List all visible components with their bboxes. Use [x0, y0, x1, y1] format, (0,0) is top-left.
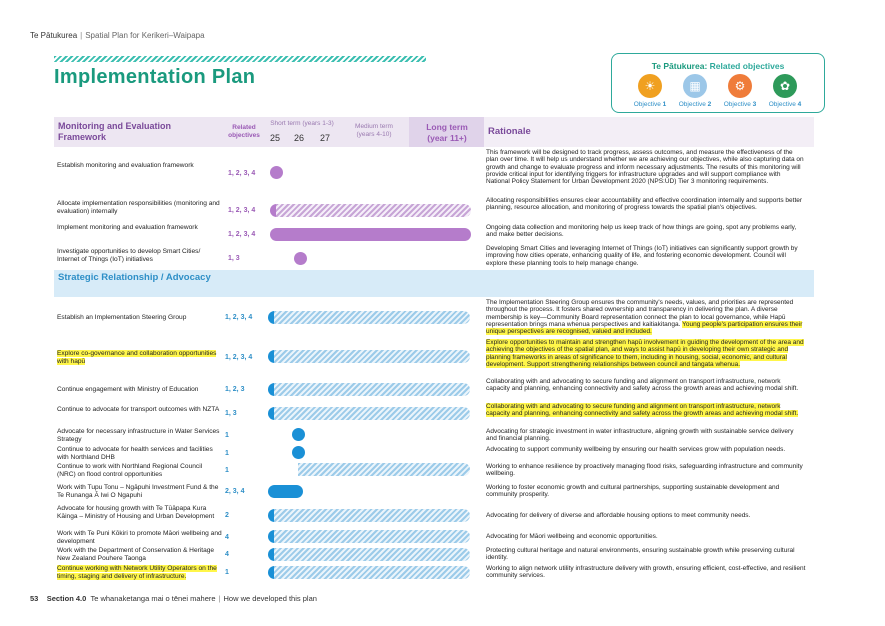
year-25: 25	[270, 133, 281, 143]
action-text: Establish an Implementation Steering Group	[57, 314, 187, 321]
action-text: Work with Tupu Tonu – Ngāpuhi Investment Fund & the Te Runanga Ā Iwi O Ngapuhi	[57, 484, 219, 499]
objective-2: ▦ Objective 2	[670, 74, 720, 108]
sun-icon: ☀	[638, 74, 662, 98]
rationale-text: Ongoing data collection and monitoring help us keep track of how things are going, spot any problems early, and make better decisions.	[486, 224, 797, 239]
rationale-text: Advocating for delivery of diverse and affordable housing options to meet community needs.	[486, 512, 751, 519]
objective-1: ☀ Objective 1	[625, 74, 675, 108]
timeline-bar	[270, 228, 471, 241]
timeline-bar-ongoing	[298, 463, 470, 476]
rationale-text: Advocating to support community wellbeing by ensuring our health services grow with population needs.	[486, 446, 786, 453]
brand-name: Te Pātukurea	[30, 31, 78, 40]
footer-section-subtitle: How we developed this plan	[223, 594, 317, 603]
action-text: Continue engagement with Ministry of Education	[57, 386, 199, 393]
related-objectives: 1, 2, 3, 4	[228, 170, 256, 177]
page-footer: 53 Section 4.0 Te whanaketanga mai o tēnei mahere | How we developed this plan	[30, 594, 317, 603]
rationale-text: Protecting cultural heritage and natural environments, ensuring sustainable growth while preserving cultural identity.	[486, 547, 795, 562]
timeline-bar-ongoing	[274, 311, 470, 324]
rationale-text: Developing Smart Cities and leveraging Internet of Things (IoT) initiatives can significantly support growth by improving how cities operate, enhancing quality of life, and fostering economic development. Council will explore these planning tools to help manage change.	[486, 245, 798, 267]
action-text: Advocate for housing growth with Te Tūāpapa Kura Kāinga – Ministry of Housing and Urban Development	[57, 505, 215, 520]
timeline-bar-ongoing	[274, 350, 470, 363]
timeline-dot	[294, 252, 307, 265]
action-text: Implement monitoring and evaluation framework	[57, 224, 198, 231]
spiral-icon: ✿	[773, 74, 797, 98]
action-text: Continue to advocate for transport outcomes with NZTA	[57, 406, 220, 413]
document-subtitle: Spatial Plan for Kerikeri–Waipapa	[85, 31, 205, 40]
timeline-dot	[292, 446, 305, 459]
related-objectives: 1, 2, 3, 4	[225, 314, 253, 321]
rationale-text: Explore opportunities to maintain and strengthen hapū involvement in guiding the development of the area and achieving the objectives of the spatial plan, and ways to assist hapū in developing their own strategic and planning frameworks in areas of significance to them, including in housing, social, economic, and cultural development. Support strengthening relationships between council and tangata whenua.	[486, 339, 804, 368]
related-objectives: 1	[225, 569, 229, 576]
footer-section-title: Te whanaketanga mai o tēnei mahere	[90, 594, 216, 603]
rationale-text: This framework will be designed to track progress, assess outcomes, and measure the effectiveness of the plan over time. It will help us understand whether we are achieving our objectives, while also capturing data on growth and change to evaluate progress and inform necessary adjustments. The results of this monitoring will provide critical input for identifying triggers for infrastructure upgrades and will support compliance with National Policy Statement for Urban Development 2020 (NPS:UD) Tier 3 monitoring requirements.	[486, 149, 804, 186]
timeline-dot	[270, 166, 283, 179]
action-text: Investigate opportunities to develop Smart Cities/ Internet of Things (IoT) initiatives	[57, 248, 201, 263]
action-text: Work with Te Puni Kōkiri to promote Māori wellbeing and development	[57, 530, 222, 545]
gears-icon: ⚙	[728, 74, 752, 98]
timeline-bar	[268, 485, 303, 498]
action-text: Advocate for necessary infrastructure in Water Services Strategy	[57, 428, 220, 443]
page-number: 53	[30, 594, 39, 603]
section-heading-advocacy: Strategic Relationship / Advocacy	[58, 272, 211, 283]
action-text: Continue working with Network Utility Operators on the timing, staging and delivery of infrastructure.	[57, 565, 217, 580]
rationale-text: Advocating for strategic investment in water infrastructure, aligning growth with sustainable service delivery and financial planning.	[486, 428, 794, 443]
timeline-bar-ongoing	[276, 204, 471, 217]
rationale-text: Working to align network utility infrastructure delivery with growth, ensuring efficient, cost-effective, and resilient community services.	[486, 565, 806, 580]
rationale-text: Collaborating with and advocating to secure funding and alignment on transport infrastructure, network capacity and planning, enhancing connectivity and safety across the growth areas and achieving modal shift.	[486, 403, 799, 418]
action-text: Explore co-governance and collaboration opportunities with hapū	[57, 350, 217, 365]
timeline-bar-ongoing	[274, 407, 470, 420]
related-objectives-box	[611, 53, 825, 113]
footer-section: Section 4.0	[46, 594, 87, 603]
timeline-bar-ongoing	[274, 530, 470, 543]
long-term-header: Long term (year 11+)	[426, 122, 468, 143]
rationale-text: The Implementation Steering Group ensures the community's needs, values, and priorities are represented throughout the process. It fosters shared ownership and transparency in delivering the plan. A diverse membership is key—Community Board representation connect the plan to local governance, while Hapū representation brings mana whenua perspectives and kaitiakitanga. Young people's participation ensures their unique perspectives are recognised, valued and included.	[486, 299, 803, 336]
section-heading-advocacy-bar	[54, 270, 814, 297]
rationale-text: Collaborating with and advocating to secure funding and alignment on transport infrastructure, network capacity and planning, enhancing connectivity and safety across the growth areas and achieving modal shift.	[486, 378, 799, 393]
related-objectives: 1, 2, 3, 4	[225, 354, 253, 361]
action-text: Allocate implementation responsibilities (monitoring and evaluation) internally	[57, 200, 220, 215]
section-heading-monitoring: Monitoring and Evaluation Framework	[58, 121, 171, 142]
building-icon: ▦	[683, 74, 707, 98]
related-objectives-header: Related objectives	[228, 124, 260, 139]
related-objectives: 1, 2, 3, 4	[228, 207, 256, 214]
related-objectives: 2	[225, 512, 229, 519]
action-text: Continue to work with Northland Regional Council (NRC) on flood control opportunities	[57, 463, 203, 478]
related-objectives: 4	[225, 551, 229, 558]
timeline-bar-ongoing	[274, 383, 470, 396]
objective-3: ⚙ Objective 3	[715, 74, 765, 108]
table-header	[54, 117, 814, 147]
related-objectives: 1, 3	[225, 410, 237, 417]
year-27: 27	[320, 133, 331, 143]
decorative-stripe	[54, 56, 426, 62]
timeline-bar-ongoing	[274, 566, 470, 579]
related-objectives: 4	[225, 534, 229, 541]
year-26: 26	[294, 133, 305, 143]
page-title: Implementation Plan	[54, 66, 256, 88]
related-objectives: 1	[225, 450, 229, 457]
objective-4: ✿ Objective 4	[760, 74, 810, 108]
action-text: Continue to advocate for health services and facilities with Northland DHB	[57, 446, 213, 461]
action-text: Establish monitoring and evaluation framework	[57, 162, 194, 169]
related-objectives: 1, 3	[228, 255, 240, 262]
related-objectives: 1, 2, 3, 4	[228, 231, 256, 238]
action-text: Work with the Department of Conservation & Heritage New Zealand Pouhere Taonga	[57, 547, 215, 562]
related-objectives: 1	[225, 432, 229, 439]
rationale-text: Advocating for Māori wellbeing and economic opportunities.	[486, 533, 658, 540]
related-objectives: 1, 2, 3	[225, 386, 245, 393]
related-objectives: 1	[225, 467, 229, 474]
related-objectives: 2, 3, 4	[225, 488, 245, 495]
timeline-dot	[292, 428, 305, 441]
medium-term-header: Medium term (years 4-10)	[355, 123, 393, 138]
rationale-text: Working to foster economic growth and cultural partnerships, supporting sustainable development and community prosperity.	[486, 484, 780, 499]
timeline-bar-ongoing	[274, 548, 470, 561]
rationale-header: Rationale	[488, 126, 531, 137]
rationale-text: Allocating responsibilities ensures clear accountability and effective coordination internally and supports better planning, resource allocation, and monitoring of progress towards the spatial plan's objectives.	[486, 197, 803, 212]
timeline-bar-ongoing	[274, 509, 470, 522]
short-term-header: Short term (years 1-3)	[270, 120, 334, 127]
rationale-text: Working to enhance resilience by proactively managing flood risks, safeguarding infrastructure and community wellbeing.	[486, 463, 803, 478]
objectives-box-title: Te Pātukurea: Related objectives	[651, 61, 785, 71]
running-header: Te Pātukurea | Spatial Plan for Kerikeri–Waipapa	[30, 31, 205, 40]
